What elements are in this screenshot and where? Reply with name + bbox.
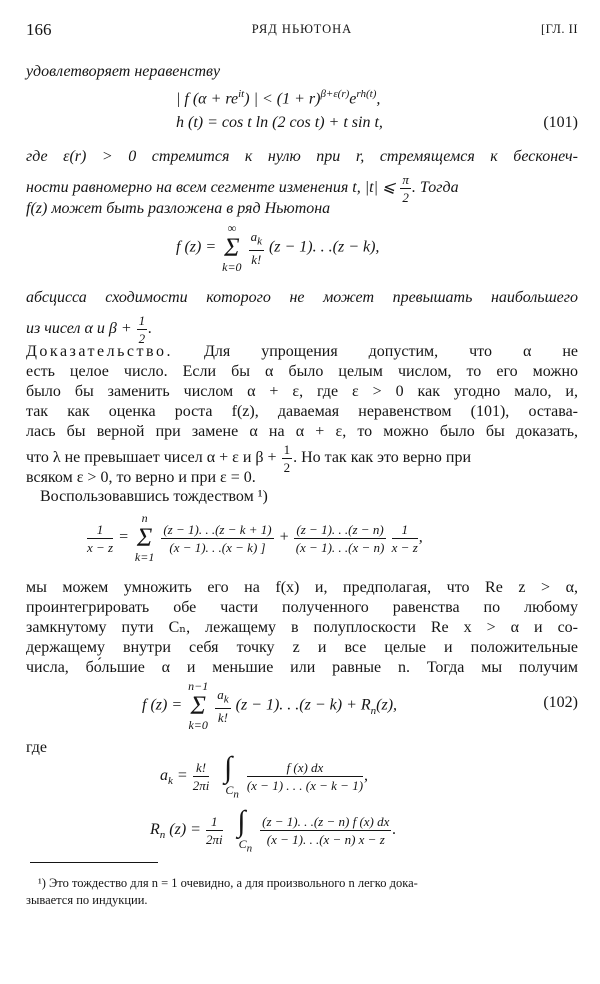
rn-definition: $R_n$ (z) = $\frac{1}{2\pi i}$ ∫ $C_n$ $\frac{(z - 1). . .(z - n) f (x) dx}{(x - 1). . .(x - n) x - z}$ . <box>150 805 397 855</box>
pi-half-fraction: $\frac{\pi}{2}$ <box>402 172 409 205</box>
text-line-6: f(z) может быть разложена в ряд Ньютона <box>26 200 331 217</box>
text-line-9: из чисел α и β + $\frac{1}{2}$ . <box>26 313 153 346</box>
running-head: РЯД НЬЮТОНА <box>251 22 353 36</box>
equation-number-101: (101) <box>543 114 578 131</box>
equation-102: f (z) = n−1 Σ k=0 $\frac{a_k}{k!}$ (z − 1). . $.(z - k) + R_n(z)$, <box>142 679 398 732</box>
sum-symbol: ∞ Σ k=0 <box>222 221 242 274</box>
footnote-line-1: ¹) Это тождество для n = 1 очевидно, а для произвольного n легко дока- <box>38 876 418 890</box>
footnote-line-2: зывается по индукции. <box>26 893 148 907</box>
proof-line-7: всяком ε > 0, то верно и при ε = 0. <box>26 469 256 486</box>
text-line-q2: проинтегрировать обе части полученного равенства по любому <box>26 599 578 616</box>
text-line-q3: замкнутому пути Cₙ, лежащему в полуплоскости Re x > α и со- <box>26 619 578 636</box>
newton-series: f (z) = ∞ Σ k=0 $\frac{a_k}{k!}$ (z − 1). . .(z − k), <box>176 221 380 274</box>
proof-line-5: лась бы верной при замене α на α + ε, то можно было бы доказать, <box>26 423 578 440</box>
text-line-q4: держащему внутри себя точку z и все целые и положительные <box>26 639 578 656</box>
sum-symbol-102: n−1 Σ k=0 <box>188 679 209 732</box>
integral-symbol: ∫ $C_n$ <box>223 751 239 801</box>
proof-heading: Доказательство. <box>26 343 173 360</box>
proof-line-8: Воспользовавшись тождеством ¹) <box>40 488 268 505</box>
chapter-label: [ГЛ. II <box>540 22 578 36</box>
proof-line-4: так как оценка роста f(z), даваемая неравенством (101), остава- <box>26 403 578 420</box>
identity-equation: $\frac{1}{x - z}$ = n Σ k=1 $\frac{(z - 1). . .(z - k + 1)}{(x - 1). . .(x - k) ]}$ + $\frac{(z - 1). . .(z - n)}{(x - 1). . .(x - n)}$ $\frac{1}{x - z}$ , <box>87 511 423 564</box>
ak-definition: $a_k$ = $\frac{k!}{2\pi i}$ ∫ $C_n$ $\frac{f (x) dx}{(x - 1) . . . (x - k - 1)}$ , <box>160 751 369 801</box>
proof-line-3: было бы заменить числом α + ε, где ε > 0 как угодно мало, и, <box>26 383 578 400</box>
proof-line-6: что λ не превышает чисел α + ε и β + $\frac{1}{2}$ . Но так как это верно при <box>26 442 471 475</box>
integral-symbol-rn: ∫ $C_n$ <box>237 805 253 855</box>
footnote-divider <box>30 862 158 863</box>
proof-line-1: Доказательство. Для упрощения допустим, что α не <box>26 343 578 360</box>
text-line-1: удовлетворяет неравенству <box>26 63 221 80</box>
text-line-8: абсцисса сходимости которого не может превышать наибольшего <box>26 289 578 306</box>
text-line-q5: числа, бо́льшие α и меньшие или равные n. Тогда мы получим <box>26 659 578 676</box>
page-header <box>26 20 578 44</box>
text-line-4: где ε(r) > 0 стремится к нулю при r, стремящемся к бесконеч- <box>26 148 578 165</box>
inequality: | f $(\alpha + re^{it})$ | < $(1 + r)^{\beta+\varepsilon(r)}e^{rh(t)}$, <box>176 88 381 108</box>
sum-symbol-identity: n Σ k=1 <box>134 511 155 564</box>
text-gde: где <box>26 739 48 756</box>
h-definition: h (t) = cos t ln (2 cos t) + t sin t, <box>176 114 383 131</box>
text-line-q1: мы можем умножить его на f(x) и, предполагая, что Re z > α, <box>26 579 578 596</box>
page-number: 166 <box>26 20 52 39</box>
proof-line-2: есть целое число. Если бы α было целым числом, то его можно <box>26 363 578 380</box>
text-line-5: ности равномерно на всем сегменте изменения t, |t| ⩽ $\frac{\pi}{2}$ . Тогда <box>26 172 459 205</box>
equation-number-102: (102) <box>543 694 578 711</box>
